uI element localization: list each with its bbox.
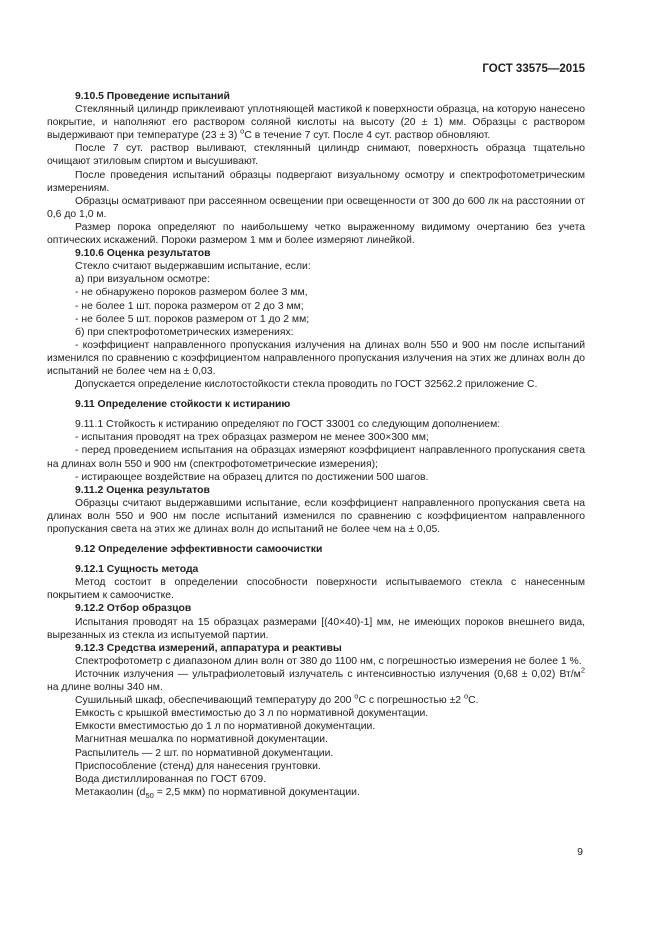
list-item: - истирающее воздействие на образец длится по достижении 500 шагов. — [75, 471, 429, 483]
list-item: - испытания проводят на трех образцах размером не менее 300×300 мм; — [75, 432, 429, 444]
paragraph: Допускается определение кислотостойкости стекла проводить по ГОСТ 32562.2 приложение С. — [75, 379, 538, 391]
paragraph: Спектрофотометр с диапазоном длин волн от 380 до 1100 нм, с погрешностью измерения не более 1 %. — [75, 655, 582, 667]
paragraph: Емкости вместимостью до 1 л по нормативной документации. — [75, 721, 376, 733]
list-item: - перед проведением испытания на образцах измеряют коэффициент направленного пропускания света на длинах волн 550 и 900 нм (спектрофотометрические измерения); — [47, 445, 585, 470]
paragraph: Метакаолин ($d_{50} = 2,5$ мкм) по нормативной документации. — [75, 786, 360, 800]
list-item: - не обнаружено пороков размером более 3 мм, — [75, 287, 308, 299]
paragraph: Распылитель — 2 шт. по нормативной документации. — [75, 747, 334, 759]
paragraph: 9.11.1 Стойкость к истиранию определяют по ГОСТ 33001 со следующим дополнением: — [75, 419, 501, 431]
paragraph: Метод состоит в определении способности поверхности испытываемого стекла с нанесенным покрытием к самоочистке. — [47, 577, 585, 602]
paragraph: После проведения испытаний образцы подвергают визуальному осмотру и спектрофотометрическим измерениям. — [47, 169, 585, 194]
section-9-12-3-title: 9.12.3 Средства измерений, аппаратура и реактивы — [75, 642, 342, 654]
section-9-11-2-title: 9.11.2 Оценка результатов — [75, 484, 210, 496]
paragraph: Емкость с крышкой вместимостью до 3 л по нормативной документации. — [75, 708, 429, 720]
document-code: ГОСТ 33575—2015 — [482, 63, 585, 75]
paragraph: После 7 сут. раствор выливают, стеклянный цилиндр снимают, поверхность образца тщательно очищают этиловым спиртом и высушивают. — [47, 143, 585, 168]
paragraph: Испытания проводят на 15 образцах размерами [(40×40)-1] мм, не имеющих пороков внешнего вида, вырезанных из стекла из испытуемой партии. — [47, 616, 585, 641]
section-9-12-title: 9.12 Определение эффективности самоочистки — [75, 544, 323, 556]
paragraph: Вода дистиллированная по ГОСТ 6709. — [75, 773, 267, 785]
list-item: б) при спектрофотометрических измерениях: — [75, 326, 294, 338]
paragraph: Сушильный шкаф, обеспечивающий температуру до 200 $^о$С с погрешностью ±2 $^о$С. — [75, 691, 479, 707]
paragraph: Стекло считают выдержавшим испытание, если: — [75, 261, 311, 273]
list-item: а) при визуальном осмотре: — [75, 274, 210, 286]
paragraph: Приспособление (стенд) для нанесения грунтовки. — [75, 760, 321, 772]
paragraph: Образцы считают выдержавшими испытание, если коэффициент направленного пропускания света на длинах волн 550 и 900 нм после испытаний изменился по сравнению с коэффициентом направленного пропускания света на этих же длинах волн до испытаний не более чем на ± 0,05. — [47, 497, 585, 535]
paragraph: Магнитная мешалка по нормативной документации. — [75, 734, 328, 746]
list-item: - не более 5 шт. пороков размером от 1 до 2 мм; — [75, 313, 310, 325]
section-9-10-5-title: 9.10.5 Проведение испытаний — [75, 91, 230, 102]
section-9-12-1-title: 9.12.1 Сущность метода — [75, 564, 199, 576]
list-item: - не более 1 шт. порока размером от 2 до 3 мм; — [75, 300, 304, 312]
section-9-10-6-title: 9.10.6 Оценка результатов — [75, 248, 211, 260]
section-9-11-title: 9.11 Определение стойкости к истиранию — [75, 399, 291, 411]
paragraph: Размер порока определяют по наибольшему четко выраженному видимому очертанию без учета оптических искажений. Пороки размером 1 мм и более измеряют линейкой. — [47, 221, 585, 247]
paragraph: Стеклянный цилиндр приклеивают уплотняющей мастикой к поверхности образца, на которую нанесено покрытие, и наполняют его раствором соляной кислоты на высоту (20 ± 1) мм. Образцы с раствором выдерживают при температуре (23 ± 3) $^о$С в течение 7 сут. После 4 сут. раствор обновляют. — [47, 104, 585, 142]
list-item: - коэффициент направленного пропускания излучения на длинах волн 550 и 900 нм после испытаний изменился по сравнению с коэффициентом направленного пропускания излучения на этих же длинах волн до испытаний не более чем на ± 0,03. — [47, 339, 585, 377]
page-number: 9 — [577, 846, 583, 858]
paragraph: Образцы осматривают при рассеянном освещении при освещенности от 300 до 600 лк на расстоянии от 0,6 до 1,0 м. — [47, 195, 585, 220]
paragraph: Источник излучения — ультрафиолетовый излучатель с интенсивностью излучения (0,68 ± 0,02) $Вт/м^2$ на длине волны 340 нм. — [47, 665, 585, 694]
section-9-12-2-title: 9.12.2 Отбор образцов — [75, 603, 192, 615]
document-body — [47, 90, 585, 799]
